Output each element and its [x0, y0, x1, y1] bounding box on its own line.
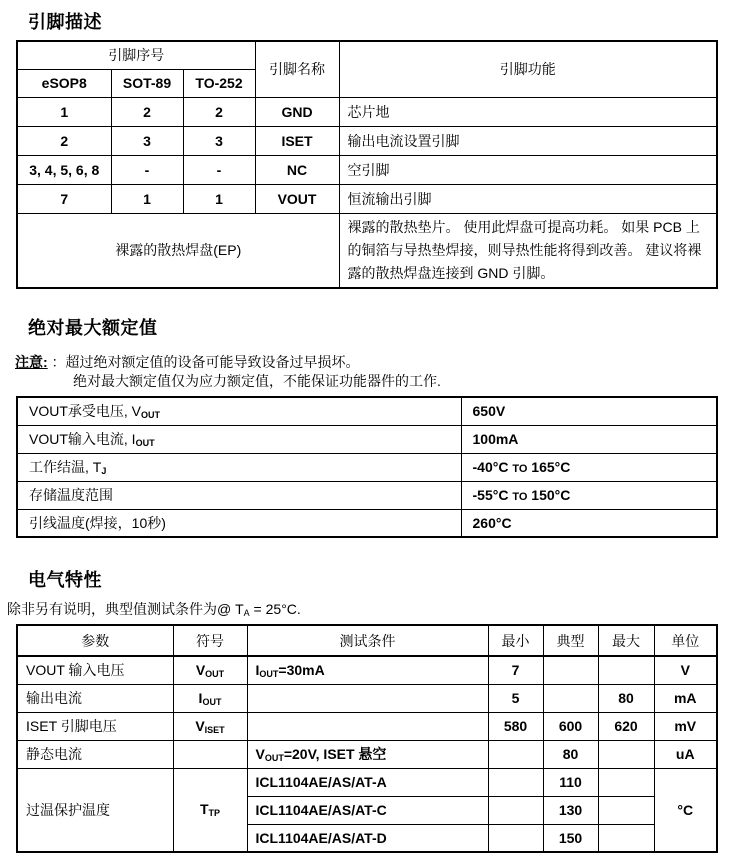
max-header: 最大: [598, 625, 654, 656]
note-text-line2: 绝对最大额定值仅为应力额定值，不能保证功能器件的工作.: [73, 373, 441, 389]
rating-value: 260°C: [461, 509, 717, 537]
typ-cell: [543, 656, 598, 684]
symbol-cell: VISET: [173, 712, 247, 740]
pin-number-header: 引脚序号: [17, 41, 255, 69]
symbol-cell: VOUT: [173, 656, 247, 684]
table-row: [17, 397, 717, 425]
rating-value: 650V: [461, 397, 717, 425]
table-row: [17, 126, 717, 155]
min-header: 最小: [488, 625, 543, 656]
unit-cell: mA: [654, 684, 717, 712]
pin-to252: 3: [183, 126, 255, 155]
param-cell: 静态电流: [17, 740, 173, 768]
pin-sot89: 3: [111, 126, 183, 155]
max-cell: [598, 740, 654, 768]
abs-max-table: [16, 396, 718, 538]
max-cell: [598, 796, 654, 824]
max-cell: 620: [598, 712, 654, 740]
rating-value: -40°C TO 165°C: [461, 453, 717, 481]
typ-cell: 130: [543, 796, 598, 824]
rating-label: 存储温度范围: [17, 481, 461, 509]
min-cell: 5: [488, 684, 543, 712]
max-cell: 80: [598, 684, 654, 712]
typ-cell: 110: [543, 768, 598, 796]
typ-cell: 600: [543, 712, 598, 740]
exposed-pad-label: 裸露的散热焊盘(EP): [17, 213, 339, 288]
pin-name: VOUT: [255, 184, 339, 213]
pin-esop8: 3, 4, 5, 6, 8: [17, 155, 111, 184]
pin-sot89: 2: [111, 97, 183, 126]
condition-cell: VOUT=20V, ISET 悬空: [247, 740, 488, 768]
table-row: [17, 425, 717, 453]
package-header-to252: TO-252: [183, 69, 255, 97]
table-row: [17, 509, 717, 537]
table-row: [17, 453, 717, 481]
unit-cell: V: [654, 656, 717, 684]
unit-cell: uA: [654, 740, 717, 768]
param-header: 参数: [17, 625, 173, 656]
exposed-pad-function: 裸露的散热垫片。 使用此焊盘可提高功耗。 如果 PCB 上的铜箔与导热垫焊接，则导热性能将得到改善。 建议将裸露的散热焊盘连接到 GND 引脚。: [339, 213, 717, 288]
unit-cell: mV: [654, 712, 717, 740]
symbol-cell: IOUT: [173, 684, 247, 712]
pin-function: 恒流输出引脚: [339, 184, 717, 213]
symbol-header: 符号: [173, 625, 247, 656]
param-cell: 过温保护温度: [17, 768, 173, 852]
pin-function: 空引脚: [339, 155, 717, 184]
pin-esop8: 2: [17, 126, 111, 155]
rating-label: VOUT承受电压, VOUT: [17, 397, 461, 425]
package-header-sot89: SOT-89: [111, 69, 183, 97]
min-cell: [488, 796, 543, 824]
max-cell: [598, 768, 654, 796]
typ-cell: 150: [543, 824, 598, 852]
param-cell: VOUT 输入电压: [17, 656, 173, 684]
package-header-esop8: eSOP8: [17, 69, 111, 97]
table-row: [17, 712, 717, 740]
exposed-pad-row: [17, 213, 717, 288]
note-label: 注意:: [15, 354, 48, 370]
table-row: [17, 155, 717, 184]
table-row: [17, 656, 717, 684]
pin-table-header-row-1: [17, 41, 717, 69]
min-cell: 580: [488, 712, 543, 740]
electrical-table: [16, 624, 718, 853]
max-cell: [598, 824, 654, 852]
pin-description-table: [16, 40, 718, 289]
pin-name: GND: [255, 97, 339, 126]
abs-max-title: 绝对最大额定值: [28, 318, 158, 338]
min-cell: [488, 824, 543, 852]
pin-function: 输出电流设置引脚: [339, 126, 717, 155]
table-row: [17, 684, 717, 712]
condition-cell: ICL1104AE/AS/AT-C: [247, 796, 488, 824]
rating-value: -55°C TO 150°C: [461, 481, 717, 509]
condition-cell: [247, 712, 488, 740]
max-cell: [598, 656, 654, 684]
condition-header: 测试条件: [247, 625, 488, 656]
pin-function: 芯片地: [339, 97, 717, 126]
rating-label: 引线温度(焊接，10秒): [17, 509, 461, 537]
pin-description-title: 引脚描述: [28, 12, 102, 32]
symbol-cell: [173, 740, 247, 768]
param-cell: ISET 引脚电压: [17, 712, 173, 740]
condition-cell: [247, 684, 488, 712]
symbol-cell: TTP: [173, 768, 247, 852]
pin-esop8: 1: [17, 97, 111, 126]
note-text-line1: ：超过绝对额定值的设备可能导致设备过早损坏。: [47, 354, 360, 370]
min-cell: 7: [488, 656, 543, 684]
min-cell: [488, 740, 543, 768]
rating-label: 工作结温, TJ: [17, 453, 461, 481]
elec-header-row: [17, 625, 717, 656]
typ-cell: [543, 684, 598, 712]
typ-header: 典型: [543, 625, 598, 656]
condition-cell: IOUT=30mA: [247, 656, 488, 684]
pin-name-header: 引脚名称: [255, 41, 339, 97]
pin-sot89: 1: [111, 184, 183, 213]
rating-value: 100mA: [461, 425, 717, 453]
table-row: [17, 481, 717, 509]
unit-header: 单位: [654, 625, 717, 656]
rating-label: VOUT输入电流, IOUT: [17, 425, 461, 453]
pin-to252: -: [183, 155, 255, 184]
electrical-title: 电气特性: [28, 570, 102, 590]
condition-cell: ICL1104AE/AS/AT-D: [247, 824, 488, 852]
pin-function-header: 引脚功能: [339, 41, 717, 97]
electrical-note: 除非另有说明，典型值测试条件为@ TA = 25°C.: [7, 601, 301, 618]
pin-esop8: 7: [17, 184, 111, 213]
table-row: [17, 740, 717, 768]
pin-name: NC: [255, 155, 339, 184]
condition-cell: ICL1104AE/AS/AT-A: [247, 768, 488, 796]
param-cell: 输出电流: [17, 684, 173, 712]
pin-name: ISET: [255, 126, 339, 155]
pin-to252: 1: [183, 184, 255, 213]
pin-sot89: -: [111, 155, 183, 184]
pin-to252: 2: [183, 97, 255, 126]
table-row: [17, 184, 717, 213]
otp-row: [17, 768, 717, 796]
typ-cell: 80: [543, 740, 598, 768]
table-row: [17, 97, 717, 126]
abs-max-note: [15, 353, 715, 391]
unit-cell: °C: [654, 768, 717, 852]
min-cell: [488, 768, 543, 796]
